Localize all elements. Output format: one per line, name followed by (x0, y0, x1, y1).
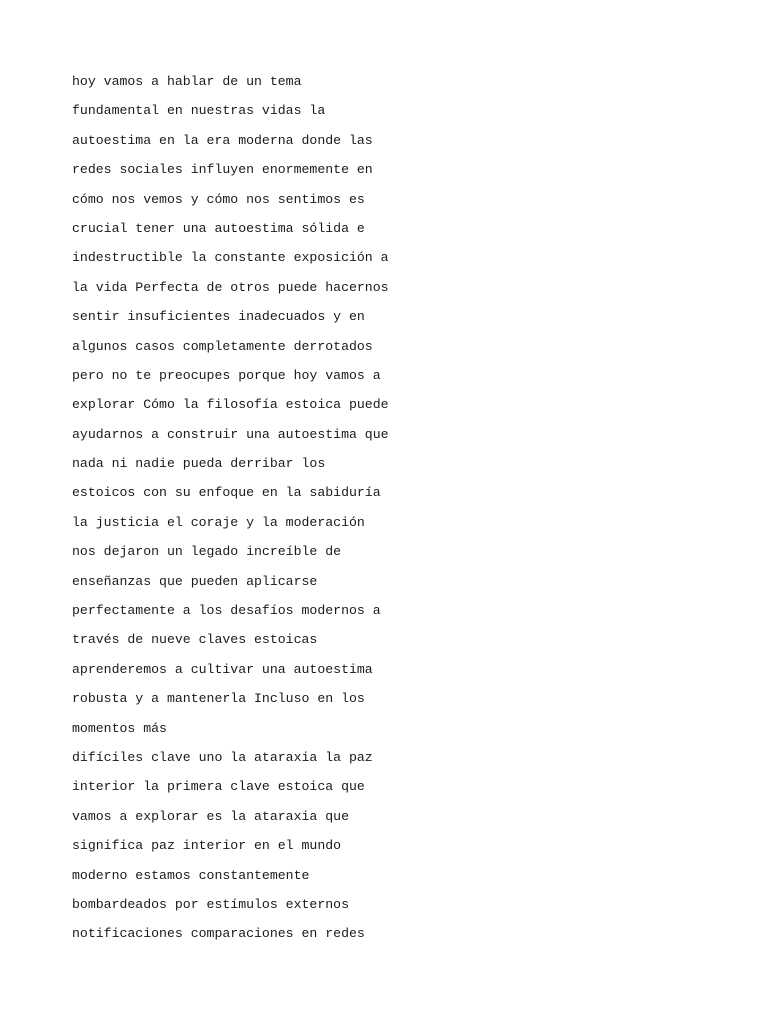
text-line: cómo nos vemos y cómo nos sentimos es (72, 191, 365, 207)
text-line: autoestima en la era moderna donde las (72, 132, 373, 148)
text-line: momentos más (72, 720, 167, 736)
text-line: través de nueve claves estoicas (72, 632, 318, 648)
text-line: indestructible la constante exposición a (72, 250, 389, 266)
text-line: robusta y a mantenerla Incluso en los (72, 691, 365, 707)
text-line: interior la primera clave estoica que (72, 779, 365, 795)
text-line: ayudarnos a construir una autoestima que (72, 426, 389, 442)
text-line: enseñanzas que pueden aplicarse (72, 573, 318, 589)
text-line: la vida Perfecta de otros puede hacernos (72, 279, 389, 295)
text-line: aprenderemos a cultivar una autoestima (72, 661, 373, 677)
text-line: significa paz interior en el mundo (72, 838, 342, 854)
text-line: algunos casos completamente derrotados (72, 338, 373, 354)
text-line: crucial tener una autoestima sólida e (72, 220, 365, 236)
text-line: pero no te preocupes porque hoy vamos a (72, 367, 381, 383)
text-line: hoy vamos a hablar de un tema (72, 74, 302, 89)
transcript-text (72, 67, 712, 949)
text-line: explorar Cómo la filosofía estoica puede (72, 397, 389, 413)
text-line: fundamental en nuestras vidas la (72, 103, 326, 119)
text-line: estoicos con su enfoque en la sabiduría (72, 485, 381, 501)
text-line: difíciles clave uno la ataraxia la paz (72, 749, 373, 765)
text-line: redes sociales influyen enormemente en (72, 162, 373, 178)
text-line: bombardeados por estímulos externos (72, 896, 349, 912)
text-line: vamos a explorar es la ataraxia que (72, 808, 349, 824)
text-line: nada ni nadie pueda derribar los (72, 456, 326, 472)
text-line: notificaciones comparaciones en redes (72, 926, 365, 942)
text-line: la justicia el coraje y la moderación (72, 514, 365, 530)
text-line: moderno estamos constantemente (72, 867, 310, 883)
text-line: sentir insuficientes inadecuados y en (72, 309, 365, 325)
text-line: perfectamente a los desafíos modernos a (72, 603, 381, 619)
text-line: nos dejaron un legado increíble de (72, 544, 342, 560)
